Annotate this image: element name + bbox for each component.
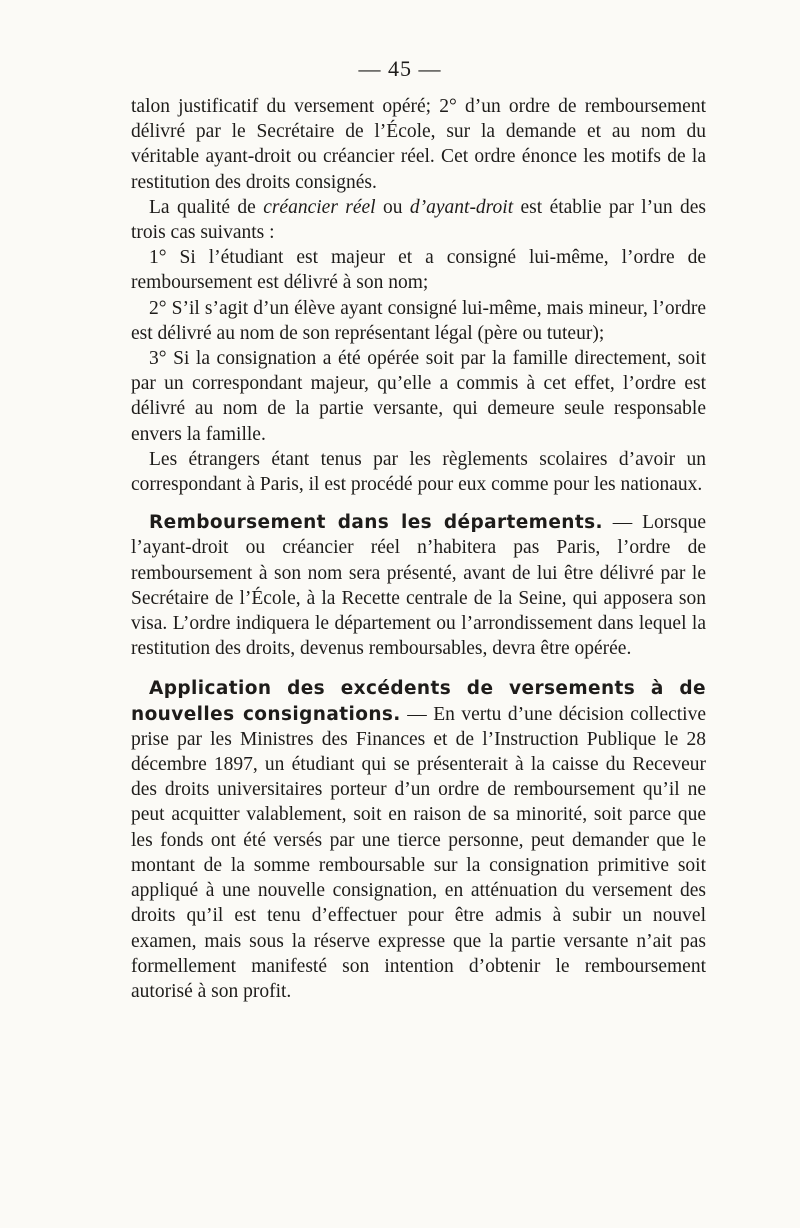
italic-term: créancier réel: [263, 196, 376, 218]
text-run: est établie par l’un des trois cas suivants :: [131, 196, 706, 244]
page-body: [131, 94, 706, 1004]
page-number: — 45 —: [358, 56, 442, 81]
section-remboursement-departements: [131, 510, 706, 661]
section-application-excedents: [131, 676, 706, 1004]
paragraph-etrangers: Les étrangers étant tenus par les règlements scolaires d’avoir un correspondant à Paris, il est procédé pour eux comme pour les nationaux.: [131, 448, 706, 496]
paragraph-case-1: 1° Si l’étudiant est majeur et a consigné lui-même, l’ordre de remboursement est délivré à son nom;: [131, 247, 706, 294]
paragraph-case-2: 2° S’il s’agit d’un élève ayant consigné lui-même, mais mineur, l’ordre est délivré au nom de son représentant légal (père ou tuteur);: [131, 297, 706, 344]
paragraph-case-3: 3° Si la consignation a été opérée soit par la famille directement, soit par un correspondant majeur, qu’elle a commis à cet effet, l’ordre est délivré au nom de la partie versante, qui demeure seule responsable envers la famille.: [131, 348, 706, 445]
section-heading: Application des excédents de versements à de nouvelles consignations.: [131, 678, 706, 725]
paragraph-continuation: talon justificatif du versement opéré; 2° d’un ordre de remboursement délivré par le Secrétaire de l’École, sur la demande et au nom du véritable ayant-droit ou créancier réel. Cet ordre énonce les motifs de la restitution des droits consignés.: [131, 96, 706, 193]
text-run: La qualité de: [149, 196, 264, 218]
section-heading: Remboursement dans les départements.: [149, 512, 603, 534]
italic-term: d’ayant-droit: [409, 196, 514, 218]
section-text: — Lorsque l’ayant-droit ou créancier réel n’habitera pas Paris, l’ordre de remboursement à son nom sera présenté, avant de lui être délivré par le Secrétaire de l’École, à la Recette centrale de la Seine, qui apposera son visa. L’ordre indiquera le département ou l’arrondissement dans lequel la restitution des droits, devenus remboursables, devra être opérée.: [131, 512, 706, 660]
text-run: ou: [375, 196, 410, 218]
section-text: — En vertu d’une décision collective prise par les Ministres des Finances et de l’Instruction Publique le 28 décembre 1897, un étudiant qui se présenterait à la caisse du Receveur des droits universitaires porteur d’un ordre de remboursement qu’il ne peut acquitter valablement, soit en raison de sa minorité, soit parce que les fonds ont été versés par une tierce personne, peut demander que le montant de la somme remboursable sur la consignation primitive soit appliqué à une nouvelle consignation, en atténuation du versement des droits qu’il est tenu d’effectuer pour être admis à subir un nouvel examen, mais sous la réserve expresse que la partie versante n’ait pas formellement manifesté son intention d’obtenir le remboursement autorisé à son profit.: [131, 703, 707, 1002]
paragraph-qualite: [131, 195, 706, 245]
